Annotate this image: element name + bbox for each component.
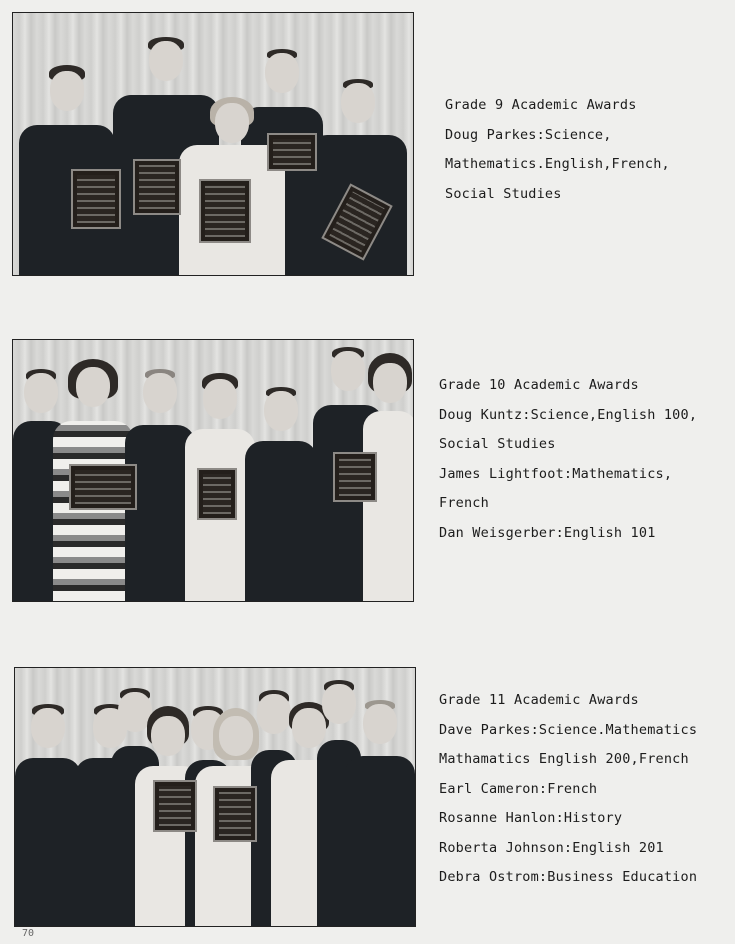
caption-line: Earl Cameron:French: [439, 780, 598, 797]
caption-line: French: [439, 495, 489, 511]
caption-line: James Lightfoot:Mathematics,: [439, 465, 673, 482]
caption-heading: Grade 9 Academic Awards: [445, 97, 637, 113]
grade-11-caption: [439, 686, 697, 893]
person: [15, 704, 81, 926]
caption-heading: Grade 11 Academic Awards: [439, 692, 639, 708]
photo-grade-11: [14, 667, 416, 927]
award-plaque: [197, 468, 237, 520]
caption-line: Social Studies: [439, 436, 556, 452]
award-plaque: [133, 159, 181, 215]
caption-line: Roberta Johnson:English 201: [439, 839, 664, 856]
award-plaque: [71, 169, 121, 229]
photo-grade-9: [12, 12, 414, 276]
person: [345, 700, 415, 926]
grade-9-caption: [445, 91, 670, 209]
page-number: 70: [22, 928, 35, 939]
award-plaque: [153, 780, 197, 832]
award-plaque: [199, 179, 251, 243]
photo-grade-10: [12, 339, 414, 602]
caption-line: Debra Ostrom:Business Education: [439, 869, 698, 885]
caption-line: Mathamatics English 200,French: [439, 751, 689, 767]
award-plaque: [213, 786, 257, 842]
caption-line: Dave Parkes:Science.Mathematics: [439, 721, 698, 738]
caption-line: Rosanne Hanlon:History: [439, 810, 623, 826]
caption-heading: Grade 10 Academic Awards: [439, 377, 639, 393]
award-plaque: [267, 133, 317, 171]
caption-line: Mathematics.English,French,: [445, 156, 670, 172]
award-plaque: [69, 464, 137, 510]
award-plaque: [333, 452, 377, 502]
caption-line: Social Studies: [445, 185, 562, 202]
caption-line: Dan Weisgerber:English 101: [439, 524, 656, 541]
person: [245, 387, 317, 601]
grade-10-caption: [439, 371, 697, 548]
caption-line: Doug Kuntz:Science,English 100,: [439, 406, 698, 423]
caption-line: Doug Parkes:Science,: [445, 126, 612, 143]
